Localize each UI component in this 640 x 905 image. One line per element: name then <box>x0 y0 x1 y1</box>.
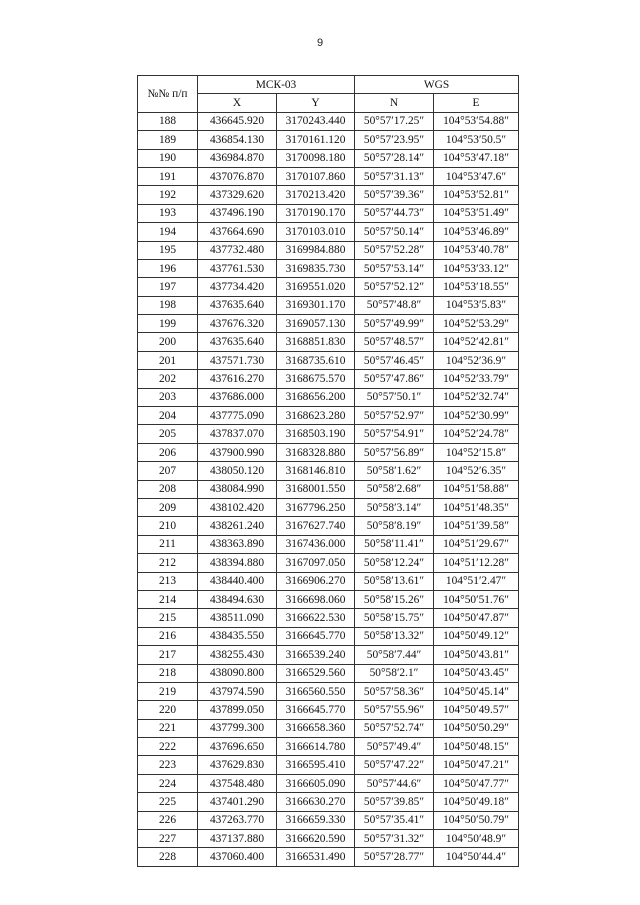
table-row <box>138 738 519 756</box>
cell-x: 438255.430 <box>198 646 277 664</box>
cell-y: 3170103.010 <box>277 223 355 241</box>
cell-n: 50°58′13.32″ <box>355 627 434 645</box>
coordinates-table <box>137 75 519 867</box>
cell-x: 437664.690 <box>198 223 277 241</box>
cell-x: 438394.880 <box>198 554 277 572</box>
cell-e: 104°50′47.77″ <box>434 774 519 792</box>
cell-x: 438363.890 <box>198 535 277 553</box>
cell-e: 104°52′53.29″ <box>434 315 519 333</box>
cell-y: 3170243.440 <box>277 112 355 130</box>
cell-n: 50°57′52.97″ <box>355 407 434 425</box>
cell-x: 437137.880 <box>198 830 277 848</box>
cell-n: 50°58′2.68″ <box>355 480 434 498</box>
cell-e: 104°52′33.79″ <box>434 370 519 388</box>
cell-y: 3166906.270 <box>277 572 355 590</box>
cell-n: 50°57′55.96″ <box>355 701 434 719</box>
cell-n: 50°57′48.57″ <box>355 333 434 351</box>
cell-y: 3166614.780 <box>277 738 355 756</box>
cell-x: 436645.920 <box>198 112 277 130</box>
cell-point-number: 207 <box>138 462 198 480</box>
cell-y: 3168001.550 <box>277 480 355 498</box>
cell-point-number: 200 <box>138 333 198 351</box>
cell-n: 50°57′28.14″ <box>355 149 434 167</box>
cell-x: 436984.870 <box>198 149 277 167</box>
table-row <box>138 609 519 627</box>
cell-e: 104°53′47.18″ <box>434 149 519 167</box>
cell-point-number: 216 <box>138 627 198 645</box>
cell-e: 104°53′54.88″ <box>434 112 519 130</box>
cell-n: 50°58′15.26″ <box>355 590 434 608</box>
cell-x: 438261.240 <box>198 517 277 535</box>
cell-e: 104°50′47.21″ <box>434 756 519 774</box>
table-row <box>138 370 519 388</box>
cell-point-number: 224 <box>138 774 198 792</box>
cell-n: 50°57′17.25″ <box>355 112 434 130</box>
table-row <box>138 719 519 737</box>
cell-y: 3168675.570 <box>277 370 355 388</box>
cell-y: 3167627.740 <box>277 517 355 535</box>
cell-y: 3167436.000 <box>277 535 355 553</box>
cell-e: 104°53′18.55″ <box>434 278 519 296</box>
cell-point-number: 218 <box>138 664 198 682</box>
cell-n: 50°57′52.28″ <box>355 241 434 259</box>
table-row <box>138 774 519 792</box>
table-row <box>138 462 519 480</box>
cell-y: 3168623.280 <box>277 407 355 425</box>
table-row <box>138 646 519 664</box>
header-n: N <box>355 94 434 112</box>
table-row <box>138 388 519 406</box>
cell-point-number: 196 <box>138 259 198 277</box>
cell-y: 3167796.250 <box>277 498 355 516</box>
table-row <box>138 701 519 719</box>
cell-x: 438090.800 <box>198 664 277 682</box>
cell-n: 50°57′46.45″ <box>355 351 434 369</box>
table-row <box>138 480 519 498</box>
cell-point-number: 204 <box>138 407 198 425</box>
cell-y: 3169057.130 <box>277 315 355 333</box>
cell-n: 50°57′49.4″ <box>355 738 434 756</box>
cell-x: 437635.640 <box>198 333 277 351</box>
cell-y: 3166630.270 <box>277 793 355 811</box>
cell-y: 3168656.200 <box>277 388 355 406</box>
cell-point-number: 206 <box>138 443 198 461</box>
cell-e: 104°50′43.81″ <box>434 646 519 664</box>
cell-point-number: 194 <box>138 223 198 241</box>
cell-n: 50°57′28.77″ <box>355 848 434 866</box>
cell-e: 104°52′30.99″ <box>434 407 519 425</box>
header-msk03: МСК-03 <box>198 76 355 94</box>
cell-e: 104°50′51.76″ <box>434 590 519 608</box>
cell-y: 3168735.610 <box>277 351 355 369</box>
cell-point-number: 189 <box>138 131 198 149</box>
cell-n: 50°58′1.62″ <box>355 462 434 480</box>
table-row <box>138 443 519 461</box>
cell-e: 104°53′51.49″ <box>434 204 519 222</box>
cell-n: 50°57′39.85″ <box>355 793 434 811</box>
header-y: Y <box>277 94 355 112</box>
cell-x: 437571.730 <box>198 351 277 369</box>
cell-y: 3166620.590 <box>277 830 355 848</box>
cell-x: 438050.120 <box>198 462 277 480</box>
cell-x: 438494.630 <box>198 590 277 608</box>
header-wgs: WGS <box>355 76 519 94</box>
cell-x: 437686.000 <box>198 388 277 406</box>
cell-x: 436854.130 <box>198 131 277 149</box>
cell-e: 104°52′15.8″ <box>434 443 519 461</box>
cell-n: 50°57′31.32″ <box>355 830 434 848</box>
cell-y: 3168328.880 <box>277 443 355 461</box>
table-row <box>138 112 519 130</box>
cell-e: 104°51′39.58″ <box>434 517 519 535</box>
cell-x: 437329.620 <box>198 186 277 204</box>
cell-e: 104°50′49.57″ <box>434 701 519 719</box>
cell-y: 3170098.180 <box>277 149 355 167</box>
cell-y: 3166539.240 <box>277 646 355 664</box>
header-e: E <box>434 94 519 112</box>
table-body <box>138 112 519 866</box>
table-row <box>138 241 519 259</box>
cell-point-number: 209 <box>138 498 198 516</box>
cell-n: 50°58′3.14″ <box>355 498 434 516</box>
cell-point-number: 199 <box>138 315 198 333</box>
table-row <box>138 848 519 866</box>
table-row <box>138 590 519 608</box>
cell-point-number: 221 <box>138 719 198 737</box>
cell-x: 437696.650 <box>198 738 277 756</box>
table-row <box>138 167 519 185</box>
cell-x: 437263.770 <box>198 811 277 829</box>
cell-point-number: 214 <box>138 590 198 608</box>
cell-point-number: 215 <box>138 609 198 627</box>
cell-point-number: 208 <box>138 480 198 498</box>
cell-e: 104°53′46.89″ <box>434 223 519 241</box>
cell-e: 104°50′44.4″ <box>434 848 519 866</box>
cell-e: 104°52′42.81″ <box>434 333 519 351</box>
table-row <box>138 333 519 351</box>
cell-n: 50°57′50.14″ <box>355 223 434 241</box>
table-row <box>138 315 519 333</box>
cell-point-number: 222 <box>138 738 198 756</box>
cell-x: 437761.530 <box>198 259 277 277</box>
cell-point-number: 227 <box>138 830 198 848</box>
cell-point-number: 217 <box>138 646 198 664</box>
cell-n: 50°57′58.36″ <box>355 682 434 700</box>
cell-point-number: 190 <box>138 149 198 167</box>
table-row <box>138 535 519 553</box>
cell-y: 3166645.770 <box>277 701 355 719</box>
cell-y: 3166658.360 <box>277 719 355 737</box>
cell-x: 437629.830 <box>198 756 277 774</box>
cell-x: 437732.480 <box>198 241 277 259</box>
cell-n: 50°58′8.19″ <box>355 517 434 535</box>
table-row <box>138 830 519 848</box>
cell-e: 104°51′12.28″ <box>434 554 519 572</box>
cell-x: 438084.990 <box>198 480 277 498</box>
cell-y: 3169551.020 <box>277 278 355 296</box>
table-row <box>138 351 519 369</box>
cell-e: 104°53′5.83″ <box>434 296 519 314</box>
cell-e: 104°50′49.18″ <box>434 793 519 811</box>
table-row <box>138 627 519 645</box>
cell-n: 50°57′35.41″ <box>355 811 434 829</box>
cell-point-number: 203 <box>138 388 198 406</box>
cell-e: 104°53′52.81″ <box>434 186 519 204</box>
table-row <box>138 572 519 590</box>
table-row <box>138 664 519 682</box>
cell-x: 438511.090 <box>198 609 277 627</box>
cell-n: 50°57′52.12″ <box>355 278 434 296</box>
cell-e: 104°52′32.74″ <box>434 388 519 406</box>
cell-y: 3169835.730 <box>277 259 355 277</box>
header-x: X <box>198 94 277 112</box>
cell-n: 50°57′48.8″ <box>355 296 434 314</box>
cell-x: 437076.870 <box>198 167 277 185</box>
header-point-number: №№ п/п <box>138 76 198 113</box>
cell-e: 104°50′49.12″ <box>434 627 519 645</box>
cell-x: 437060.400 <box>198 848 277 866</box>
cell-point-number: 225 <box>138 793 198 811</box>
cell-e: 104°50′47.87″ <box>434 609 519 627</box>
cell-x: 437974.590 <box>198 682 277 700</box>
cell-n: 50°57′52.74″ <box>355 719 434 737</box>
cell-point-number: 228 <box>138 848 198 866</box>
cell-x: 437496.190 <box>198 204 277 222</box>
cell-x: 437676.320 <box>198 315 277 333</box>
cell-point-number: 212 <box>138 554 198 572</box>
cell-y: 3166605.090 <box>277 774 355 792</box>
cell-y: 3166560.550 <box>277 682 355 700</box>
table-row <box>138 425 519 443</box>
cell-n: 50°57′47.22″ <box>355 756 434 774</box>
cell-n: 50°57′53.14″ <box>355 259 434 277</box>
cell-point-number: 220 <box>138 701 198 719</box>
cell-x: 438440.400 <box>198 572 277 590</box>
cell-n: 50°57′44.6″ <box>355 774 434 792</box>
cell-e: 104°52′24.78″ <box>434 425 519 443</box>
cell-e: 104°53′40.78″ <box>434 241 519 259</box>
cell-y: 3170161.120 <box>277 131 355 149</box>
cell-e: 104°51′2.47″ <box>434 572 519 590</box>
cell-point-number: 191 <box>138 167 198 185</box>
page-number: 9 <box>316 37 324 49</box>
cell-point-number: 201 <box>138 351 198 369</box>
cell-e: 104°50′43.45″ <box>434 664 519 682</box>
table-row <box>138 517 519 535</box>
table-row <box>138 204 519 222</box>
table-row <box>138 296 519 314</box>
cell-n: 50°58′7.44″ <box>355 646 434 664</box>
cell-e: 104°50′48.9″ <box>434 830 519 848</box>
cell-n: 50°57′39.36″ <box>355 186 434 204</box>
cell-e: 104°53′50.5″ <box>434 131 519 149</box>
cell-e: 104°52′6.35″ <box>434 462 519 480</box>
table-row <box>138 682 519 700</box>
table-row <box>138 223 519 241</box>
cell-y: 3170107.860 <box>277 167 355 185</box>
table-row <box>138 149 519 167</box>
cell-x: 437775.090 <box>198 407 277 425</box>
cell-e: 104°50′48.15″ <box>434 738 519 756</box>
cell-n: 50°57′31.13″ <box>355 167 434 185</box>
cell-y: 3170213.420 <box>277 186 355 204</box>
cell-y: 3166529.560 <box>277 664 355 682</box>
cell-y: 3168146.810 <box>277 462 355 480</box>
cell-e: 104°50′50.29″ <box>434 719 519 737</box>
cell-e: 104°51′58.88″ <box>434 480 519 498</box>
table-row <box>138 186 519 204</box>
cell-y: 3166698.060 <box>277 590 355 608</box>
cell-n: 50°57′50.1″ <box>355 388 434 406</box>
cell-n: 50°57′56.89″ <box>355 443 434 461</box>
table-header-row <box>138 76 519 94</box>
cell-e: 104°50′50.79″ <box>434 811 519 829</box>
cell-y: 3166645.770 <box>277 627 355 645</box>
cell-e: 104°51′29.67″ <box>434 535 519 553</box>
cell-n: 50°58′13.61″ <box>355 572 434 590</box>
cell-x: 437799.300 <box>198 719 277 737</box>
cell-y: 3166595.410 <box>277 756 355 774</box>
cell-point-number: 197 <box>138 278 198 296</box>
cell-e: 104°52′36.9″ <box>434 351 519 369</box>
cell-e: 104°51′48.35″ <box>434 498 519 516</box>
cell-x: 437837.070 <box>198 425 277 443</box>
cell-y: 3170190.170 <box>277 204 355 222</box>
cell-point-number: 226 <box>138 811 198 829</box>
cell-x: 437401.290 <box>198 793 277 811</box>
cell-n: 50°58′11.41″ <box>355 535 434 553</box>
cell-point-number: 202 <box>138 370 198 388</box>
cell-y: 3168851.830 <box>277 333 355 351</box>
cell-point-number: 211 <box>138 535 198 553</box>
cell-e: 104°50′45.14″ <box>434 682 519 700</box>
cell-n: 50°57′49.99″ <box>355 315 434 333</box>
table-row <box>138 811 519 829</box>
cell-n: 50°58′15.75″ <box>355 609 434 627</box>
cell-point-number: 198 <box>138 296 198 314</box>
cell-n: 50°58′2.1″ <box>355 664 434 682</box>
table-row <box>138 259 519 277</box>
cell-y: 3167097.050 <box>277 554 355 572</box>
table-row <box>138 131 519 149</box>
table-row <box>138 756 519 774</box>
cell-x: 437899.050 <box>198 701 277 719</box>
table-row <box>138 793 519 811</box>
cell-point-number: 192 <box>138 186 198 204</box>
table-row <box>138 554 519 572</box>
table-row <box>138 498 519 516</box>
cell-n: 50°57′44.73″ <box>355 204 434 222</box>
cell-x: 437900.990 <box>198 443 277 461</box>
cell-x: 438102.420 <box>198 498 277 516</box>
cell-x: 437548.480 <box>198 774 277 792</box>
cell-y: 3166622.530 <box>277 609 355 627</box>
cell-point-number: 193 <box>138 204 198 222</box>
cell-x: 437616.270 <box>198 370 277 388</box>
cell-e: 104°53′33.12″ <box>434 259 519 277</box>
cell-y: 3168503.190 <box>277 425 355 443</box>
cell-x: 437734.420 <box>198 278 277 296</box>
cell-y: 3166659.330 <box>277 811 355 829</box>
cell-n: 50°57′23.95″ <box>355 131 434 149</box>
cell-e: 104°53′47.6″ <box>434 167 519 185</box>
cell-point-number: 188 <box>138 112 198 130</box>
cell-point-number: 210 <box>138 517 198 535</box>
cell-n: 50°58′12.24″ <box>355 554 434 572</box>
cell-y: 3166531.490 <box>277 848 355 866</box>
cell-point-number: 219 <box>138 682 198 700</box>
cell-point-number: 213 <box>138 572 198 590</box>
cell-point-number: 195 <box>138 241 198 259</box>
cell-n: 50°57′47.86″ <box>355 370 434 388</box>
cell-point-number: 223 <box>138 756 198 774</box>
table-row <box>138 278 519 296</box>
cell-point-number: 205 <box>138 425 198 443</box>
cell-y: 3169984.880 <box>277 241 355 259</box>
cell-x: 437635.640 <box>198 296 277 314</box>
table-row <box>138 407 519 425</box>
cell-x: 438435.550 <box>198 627 277 645</box>
cell-n: 50°57′54.91″ <box>355 425 434 443</box>
cell-y: 3169301.170 <box>277 296 355 314</box>
